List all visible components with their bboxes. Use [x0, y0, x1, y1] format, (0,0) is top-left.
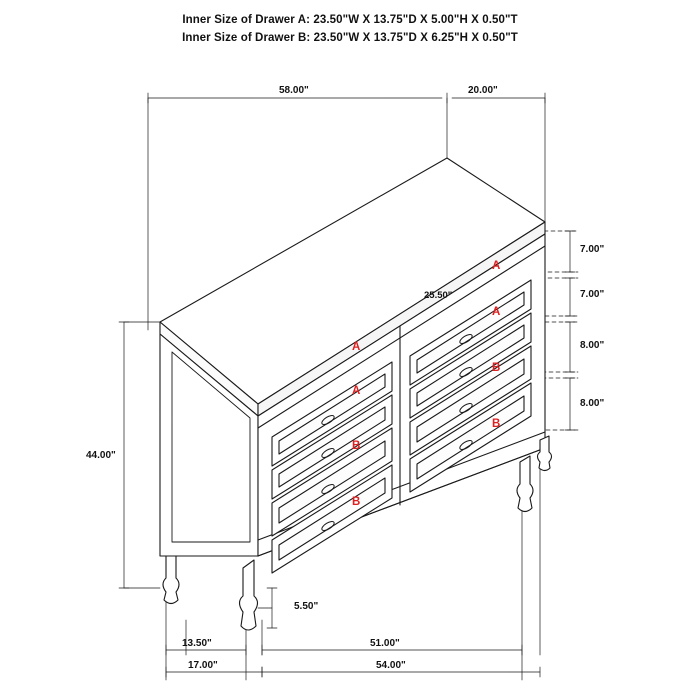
- dim-top-depth: 20.00": [468, 85, 498, 96]
- dim-right-stack-3: 8.00": [580, 340, 605, 351]
- dim-bottom-left-b: 17.00": [188, 660, 218, 671]
- dim-bottom-left-a: 13.50": [182, 638, 212, 649]
- dim-bottom-center: 51.00": [370, 638, 400, 649]
- drawer-label-left-3: B: [352, 440, 361, 452]
- drawer-label-left-1: A: [352, 341, 361, 353]
- drawer-label-right-4: B: [492, 418, 501, 430]
- dim-right-stack-2: 7.00": [580, 289, 605, 300]
- dim-total-height: 44.00": [86, 450, 116, 461]
- drawer-a-spec-line: Inner Size of Drawer A: 23.50"W X 13.75"D X 5.00"H X 0.50"T: [182, 14, 518, 26]
- drawer-label-right-2: A: [492, 306, 501, 318]
- drawer-b-spec-line: Inner Size of Drawer B: 23.50"W X 13.75"D X 6.25"H X 0.50"T: [182, 32, 518, 44]
- dim-right-stack-4: 8.00": [580, 398, 605, 409]
- drawer-label-left-2: A: [352, 385, 361, 397]
- dim-leg-height: 5.50": [294, 601, 319, 612]
- drawer-label-left-4: B: [352, 496, 361, 508]
- dim-top-width: 58.00": [279, 85, 309, 96]
- dim-right-stack-1: 7.00": [580, 244, 605, 255]
- drawer-label-right-3: B: [492, 362, 501, 374]
- drawer-label-right-1: A: [492, 260, 501, 272]
- dim-bottom-total: 54.00": [376, 660, 406, 671]
- dim-drawer-interior-width: 25.50": [424, 290, 453, 301]
